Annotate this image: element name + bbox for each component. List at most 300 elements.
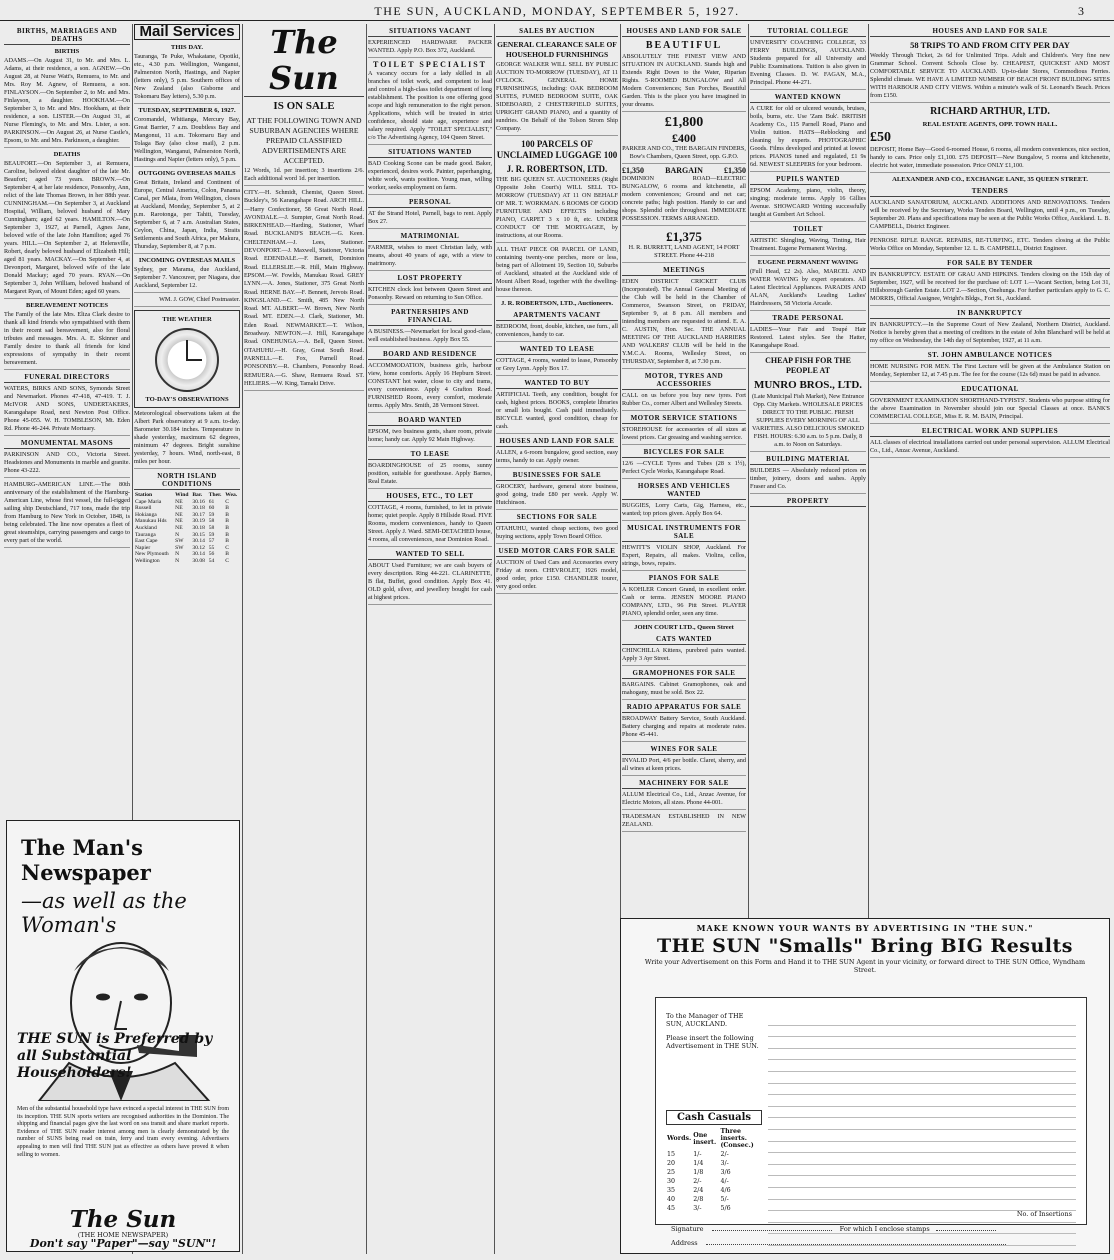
auction3-text: ALL THAT PIECE OR PARCEL OF LAND, containing twenty-one perches, more or less, being part of Allotment 19, Section 10, Suburbs of Auckland, situated at the Auckland side of Mount Albert Road, together with the dwelling-house thereon. <box>496 246 618 297</box>
sections-title: SECTIONS FOR SALE <box>496 513 618 523</box>
sun-logo: The Sun <box>244 24 364 97</box>
deaths-text: BEAUFORT.—On September 3, at Remuera, Caroline, beloved eldest daughter of the late Mr. Beaufort; aged 73 years. BROWN.—On September 4, at her late residence, Ponsonby, Ann, relict of the late Thomas Brown, in her 88th year. CUNNINGHAM.—On September 3, at Auckland Hospital, William, beloved husband of Mary Cunningham; aged 62 years. HAMILTON.—On September 3, 1927, at Parnell, Agnes Jane, beloved wife of the late John Hamilton; aged 76 years. HILL.—On September 2, at Helensville, Robert, dearly beloved husband of Elizabeth Hill; aged 81 years. MACKAY.—On September 4, at Devonport, Margaret, beloved wife of the late Donald Mackay; aged 70 years. RYAN.—On September 3, John William, beloved husband of Margaret Ryan, of Mount Eden; aged 60 years. <box>4 160 130 299</box>
form-instructions: Write your Advertisement on this Form and Hand it to THE SUN Agent in your vicinity, or forward direct to THE SUN Office, Wyndham Street. <box>644 958 1086 974</box>
bargain-text: DOMINION ROAD—ELECTRIC BUNGALOW, 6 rooms and kitchenette, all modern conveniences; Ground and net car; concrete paths; high position. Handy to car and shops. Splendid order throughout. IMMEDIATE POSSESSION. TERMS ARRANGED. <box>622 175 746 226</box>
price-1350-right: £1,350 <box>724 166 746 175</box>
table-row <box>666 1186 762 1195</box>
partnerships-text: A BUSINESS.—Newmarket for local good-class, well established business. Apply Box 55. <box>368 328 492 347</box>
eugene-text: (Full Head, £2 2s). Also, MARCEL AND WATER WAVING by expert operators. All Latest Electrical Appliances. PARADIS AND ALAN, Auckland's Leading Ladies' Hairdressers, 58 Victoria Arcade. <box>750 268 866 311</box>
table-cell: 5/6 <box>720 1205 731 1212</box>
used-cars-text: AUCTION of Used Cars and Accessories every Friday at noon. CHEVROLET, 1926 model, good order, price £150. CHANDLER tourer, very good order. <box>496 559 618 594</box>
ambulance-title: ST. JOHN AMBULANCE NOTICES <box>870 351 1110 361</box>
price-1800: £1,800 <box>664 115 704 130</box>
table-row <box>134 525 240 532</box>
table-row <box>666 1168 762 1177</box>
table-cell: B <box>225 538 229 545</box>
trips-title: 58 TRIPS TO AND FROM CITY PER DAY <box>910 40 1070 50</box>
form-signature-label: Signature <box>671 1225 704 1233</box>
radio-title: RADIO APPARATUS FOR SALE <box>622 703 746 713</box>
fish-text: (Late Municipal Fish Market), New Entrance Opp. City Markets. WHOLESALE PRICES DIRECT TO THE PUBLIC. FRESH SUPPLIES EVERY MORNING OF ALL VARIETIES. ALSO DELICIOUS SMOKED FISH. HOURS: 6.30 a.m. to 5 p.m. Daily, 8 a.m. to Noon on Saturdays. <box>750 393 866 452</box>
table-cell: 35 <box>667 1187 676 1194</box>
form-address-label: Address <box>671 1239 698 1247</box>
in-bankruptcy-text: IN BANKRUPTCY.—In the Supreme Court of New Zealand, Northern District, Auckland. Notice is hereby given that a meeting of creditors in the estate of John Blanchard will be held at my office on Wednesday, the 14th day of September, 1927, at 11 a.m. <box>870 321 1110 348</box>
in-bankruptcy-title: IN BANKRUPTCY <box>870 309 1110 319</box>
table-cell: Manukau Hds <box>135 518 167 525</box>
fish-firm: MUNRO BROS., LTD. <box>753 379 863 391</box>
deposit-400: £400 <box>672 131 696 145</box>
table-cell: 4/- <box>720 1178 729 1185</box>
table-cell: 2/4 <box>693 1187 704 1194</box>
monumental-text: PARKINSON AND CO., Victoria Street. Headstones and Monuments in marble and granite. Phone 43-222. <box>4 451 130 478</box>
masthead-title: THE SUN, AUCKLAND, MONDAY, SEPTEMBER 5, 1927. <box>374 4 740 18</box>
wanted-sell-title: WANTED TO SELL <box>368 550 492 560</box>
bereavement-text: The Family of the late Mrs. Eliza Clark desire to thank all kind friends who sympathised with them in their recent sad bereavement, also for floral tributes and messages. Mrs. A. E. Skinner and Family desire to thank all friends for kind expressions of sympathy in their recent bereavement. <box>4 311 130 370</box>
form-headline: THE SUN "Smalls" Bring BIG Results <box>656 935 1073 957</box>
apartments-title: APARTMENTS VACANT <box>496 311 618 321</box>
barometer-icon <box>155 328 219 392</box>
table-cell: B <box>225 518 229 525</box>
gramophones-text: BARGAINS. Cabinet Gramophones, oak and mahogany, must be sold. Box 22. <box>622 681 746 700</box>
alexander-agent: ALEXANDER AND CO., EXCHANGE LANE, 35 QUEEN STREET. <box>892 176 1088 183</box>
richard-arthur: RICHARD ARTHUR, LTD. <box>930 106 1050 117</box>
apartments-text: BEDROOM, front, double, kitchen, use furn., all conveniences, handy to car. <box>496 323 618 342</box>
trade-text: LADIES—Your Fair and Toupé Hair Restored. Latest styles. See the Hatter, Karangahape Road. <box>750 326 866 353</box>
building-text: BUILDERS — Absolutely reduced prices on timber, joinery, doors and sashes. Apply Fraser and Co. <box>750 467 866 494</box>
electrical-title: ELECTRICAL WORK AND SUPPLIES <box>870 427 1110 437</box>
promo-home-newspaper: (THE HOME NEWSPAPER) <box>77 1231 169 1239</box>
form-make-known: MAKE KNOWN YOUR WANTS BY ADVERTISING IN "THE SUN." <box>696 923 1034 933</box>
wanted-lease-title: WANTED TO LEASE <box>496 345 618 355</box>
mail-services-title: Mail Services <box>134 24 240 40</box>
partnerships-title: PARTNERSHIPS AND FINANCIAL <box>368 308 492 326</box>
deaths-title: DEATHS <box>53 151 81 158</box>
beautiful-text: ABSOLUTELY THE FINEST VIEW AND SITUATION IN AUCKLAND. Stands high and Extends Right Down to the Water, Riparian Rights. 5-ROOMED BUNGALOW and All Modern Conveniences; Sun Porches, Beautiful Garden. This is the place you have imagined in your dreams. <box>622 53 746 112</box>
tyres-title: MOTOR, TYRES AND ACCESSORIES <box>622 372 746 390</box>
situations-wanted-title: SITUATIONS WANTED <box>368 148 492 158</box>
sections-text: OTAHUHU, wanted cheap sections, two good buying sections, apply Town Board Office. <box>496 525 618 544</box>
table-cell: 30.18 <box>192 524 205 531</box>
table-cell: 30.14 <box>192 538 205 545</box>
musical-title: MUSICAL INSTRUMENTS FOR SALE <box>622 524 746 542</box>
table-cell: 30.14 <box>192 551 205 558</box>
luggage-lots: 100 PARCELS OF UNCLAIMED LUGGAGE 100 <box>496 139 618 160</box>
table-row <box>134 551 240 558</box>
promo-body: Men of the substantial household type have evinced a special interest in THE SUN from its inception. THE SUN sports writers are recognised authorities in the Dominion. The shipping and financial pages give the last word on sea transit and share market reports. Evidence of THE SUN reader interest among men is clearly demonstrated by the number of SUNS being read on train, ferry and tram every evening. Advertisers appealing to men will find THE SUN just as effective as others have proved it when selling to women. <box>17 1106 229 1158</box>
table-cell: 5/- <box>720 1196 729 1203</box>
price-1375: £1,375 <box>666 229 702 244</box>
musical-text: HEWITT'S VIOLIN SHOP, Auckland. For Expert, Repairs, all makes. Violins, cellos, strings, bows, repairs. <box>622 544 746 571</box>
tender-sale-title: FOR SALE BY TENDER <box>870 259 1110 269</box>
table-row <box>666 1195 762 1204</box>
to-lease-text: BOARDINGHOUSE of 25 rooms, sunny position, suitable for guesthouse. Apply Barnes, Real Estate. <box>368 462 492 489</box>
form-enclose-label: For which I enclose stamps <box>839 1225 930 1233</box>
table-cell: NE <box>175 511 183 518</box>
pianos-text: A KOHLER Concert Grand, in excellent order. Cash or terms. JENSEN MOORE PIANO COMPANY, LTD., 96 Pitt Street. PLAYER PIANO, splendid order, seen any time. <box>622 586 746 621</box>
column-rule <box>366 24 367 1254</box>
table-cell: 45 <box>667 1205 676 1212</box>
wanted-buy-title: WANTED TO BUY <box>496 379 618 389</box>
building-title: BUILDING MATERIAL <box>750 455 866 465</box>
agent-parker: PARKER AND CO., THE BARGAIN FINDERS, Bow's Chambers, Queen Street, opp. G.P.O. <box>622 145 746 164</box>
column-rule <box>242 24 243 1254</box>
incoming-title: INCOMING OVERSEAS MAILS <box>138 257 236 264</box>
to-lease-title: TO LEASE <box>368 450 492 460</box>
table-row <box>666 1204 762 1213</box>
tyres-text: CALL on us before you buy new tyres. Fort Rubber Co., corner Albert and Wellesley Streets. <box>622 392 746 411</box>
beautiful-title: BEAUTIFUL <box>645 40 723 51</box>
pupils-title: PUPILS WANTED <box>750 175 866 185</box>
table-cell: 3/6 <box>720 1169 731 1176</box>
tradesman-text: TRADESMAN ESTABLISHED IN NEW ZEALAND. <box>622 813 746 832</box>
barometer-hand <box>186 359 202 361</box>
table-row <box>134 538 240 545</box>
educational-text: GOVERNMENT EXAMINATION SHORTHAND-TYPISTS'. Students who purpose sitting for the above Examination in November should join our Special Classes at once. BANK'S COMMERCIAL COLLEGE, Miss E. R. M. BAIN, Principal. <box>870 397 1110 424</box>
form-stamps-field[interactable] <box>936 1230 996 1231</box>
table-header-cell: Wind <box>175 492 189 498</box>
table-cell: 30.18 <box>192 505 205 512</box>
form-address-field[interactable] <box>706 1244 1006 1245</box>
column-sun-agencies <box>244 24 364 1252</box>
births-title: BIRTHS <box>54 48 80 55</box>
meetings-title: MEETINGS <box>622 266 746 276</box>
houses-text: COTTAGE, 4 rooms, furnished, to let in private home; quiet people. Apply 8 Hillside Road. FIVE Rooms, modern conveniences, handy to Queen Street. Apply J. Ward. SEMI-DETACHED house, 4 rooms, all conveniences, near Dominion Road. <box>368 504 492 547</box>
table-row <box>134 512 240 519</box>
lost-title: LOST PROPERTY <box>368 274 492 284</box>
form-signature-row <box>671 1225 996 1233</box>
incoming-text: Sydney, per Marama, due Auckland, September 7. Vancouver, per Niagara, due Auckland, September 12. <box>134 266 240 293</box>
tutorial-title: TUTORIAL COLLEGE <box>750 27 866 37</box>
form-signature-field[interactable] <box>712 1230 832 1231</box>
table-cell: 3/- <box>693 1205 702 1212</box>
promo-sun-logo: The Sun <box>69 1206 177 1233</box>
table-cell: Wellington <box>135 557 160 564</box>
form-to-manager: To the Manager of THE SUN, AUCKLAND. <box>666 1012 744 1028</box>
hsale-title: HOUSES AND LAND FOR SALE <box>496 437 618 447</box>
business-text: GROCERY, hardware, general store business, good going, trade £80 per week. Apply W. Hutchinson. <box>496 483 618 510</box>
wines-title: WINES FOR SALE <box>622 745 746 755</box>
promo-subheadline: —as well as the Woman's <box>21 889 187 937</box>
table-cell: 2/- <box>693 1178 702 1185</box>
weather-caption: TO-DAY'S OBSERVATIONS <box>145 396 229 403</box>
table-cell: 40 <box>667 1196 676 1203</box>
electrical-text: ALL classes of electrical installations carried out under personal supervision. ALLUM Electrical Co., Ltd., Anzac Avenue, Auckland. <box>870 439 1110 458</box>
stations-table <box>134 492 240 565</box>
promo-slogan: Don't say "Paper"—say "SUN"! <box>29 1237 217 1250</box>
table-cell: Russell <box>135 505 152 512</box>
table-header-cell: One insert. <box>693 1131 717 1146</box>
hamburg-text: HAMBURG-AMERICAN LINE.—The 80th anniversary of the establishment of the Hamburg-American Line, whose first vessel, the full-rigged sailing ship Deutschland, 717 tons, made the trip from Hamburg to New York in October, 1848, is being celebrated. The line now operates a fleet of great steamships, carrying passengers and cargo to every part of the world. <box>4 481 130 548</box>
board-title: BOARD AND RESIDENCE <box>368 350 492 360</box>
deposit-price: £50 <box>870 130 891 145</box>
table-cell: 15 <box>667 1151 676 1158</box>
table-cell: NE <box>175 524 183 531</box>
matrimonial-text: FARMER, wishes to meet Christian lady, with means, about 40 years of age, with a view to matrimony. <box>368 244 492 271</box>
table-cell: 30.16 <box>192 498 205 505</box>
rates-text: 12 Words, 1d. per insertion; 3 insertions 2/6. Each additional word 1d. per insertion. <box>244 167 364 186</box>
hsale-text: ALLEN, a 6-room bungalow, good section, easy terms, handy to car. Apply owner. <box>496 449 618 468</box>
table-cell: 58 <box>208 518 215 525</box>
table-cell: 30 <box>667 1178 676 1185</box>
cash-casuals-title: Cash Casuals <box>666 1110 762 1125</box>
table-cell: Cape Maria <box>135 498 162 505</box>
cash-casuals-box <box>666 1110 762 1213</box>
toilet-text: ARTISTIC Shingling, Waving, Tinting, Hair Treatment. Eugene Permanent Waving. <box>750 237 866 256</box>
auction1-title: GENERAL CLEARANCE SALE OF HOUSEHOLD FURNISHINGS <box>497 40 617 59</box>
machinery-title: MACHINERY FOR SALE <box>622 779 746 789</box>
personal-title: PERSONAL <box>368 198 492 208</box>
table-cell: NE <box>175 505 183 512</box>
table-cell: 2/- <box>720 1151 729 1158</box>
sv-toilet: A vacancy occurs for a lady skilled in all branches of toilet work, and competent to lead and control a high-class toilet department of long establishment. The position is one offering good scope and high remuneration to the right person. Applications, which will be treated in strict confidence, should state age, experience and salary required. Apply "TOILET SPECIALIST," c/o The Advertising Agency, 104 Queen Street. <box>368 70 492 145</box>
column-situations <box>368 24 492 1252</box>
service-stations-text: STOREHOUSE for accessories of all sizes at lowest prices. Car greasing and washing service. <box>622 426 746 445</box>
table-cell: SW <box>175 538 184 545</box>
richard-arthur-sub: REAL ESTATE AGENTS, OPP. TOWN HALL. <box>922 121 1058 128</box>
this-day: THIS DAY. <box>170 44 204 51</box>
fish-title: CHEAP FISH FOR THE PEOPLE AT <box>765 356 851 375</box>
table-cell: 61 <box>208 498 215 505</box>
table-cell: 2/8 <box>693 1196 704 1203</box>
funeral-title: FUNERAL DIRECTORS <box>4 373 130 383</box>
table-cell: 4/6 <box>720 1187 731 1194</box>
wines-text: INVALID Port, 4/6 per bottle. Claret, sherry, and all wines at keen prices. <box>622 757 746 776</box>
horses-title: HORSES AND VEHICLES WANTED <box>622 482 746 500</box>
form-address-row <box>671 1239 1006 1247</box>
table-cell: 1/4 <box>693 1160 704 1167</box>
table-cell: N <box>175 531 180 538</box>
horses-text: BUGGIES, Lorry Carts, Gig, Harness, etc., wanted; top prices given. Apply Box 64. <box>622 502 746 521</box>
tenders-title: TENDERS <box>870 187 1110 197</box>
auction2-title: J. R. ROBERTSON, LTD. <box>506 164 608 174</box>
promo-preferred: THE SUN is Preferred by all Substantial Householders! <box>17 1031 213 1081</box>
educational-title: EDUCATIONAL <box>870 385 1110 395</box>
service-stations-title: MOTOR SERVICE STATIONS <box>622 414 746 424</box>
table-cell: SW <box>175 544 184 551</box>
tutorial-text: UNIVERSITY COACHING COLLEGE, 33 FERRY BUILDINGS, AUCKLAND. Students prepared for all University and Public Examinations. Tuition is also given in Evening Classes. D. W. FAGAN, M.A., Principal. Phone 44-271. <box>750 39 866 90</box>
cash-casuals-header <box>666 1127 762 1150</box>
table-row <box>134 499 240 506</box>
table-row <box>134 532 240 539</box>
wanted-buy-text: ARTIFICIAL Teeth, any condition, bought for cash, highest prices. BOOKS, complete libraries or small lots bought. Cash paid immediately. BICYCLE wanted, good condition, cheap for cash. <box>496 391 618 434</box>
pianos-title: PIANOS FOR SALE <box>622 574 746 584</box>
houses-land-title-right: HOUSES AND LAND FOR SALE <box>870 27 1110 37</box>
houses-title: HOUSES, ETC., TO LET <box>368 492 492 502</box>
table-cell: 57 <box>208 538 215 545</box>
table-cell: B <box>225 531 229 538</box>
outgoing-title: OUTGOING OVERSEAS MAILS <box>138 170 236 177</box>
table-cell: Hokianga <box>135 511 157 518</box>
bicycles-title: BICYCLES FOR SALE <box>622 448 746 458</box>
table-cell: C <box>225 498 229 505</box>
wanted-lease-text: COTTAGE, 4 rooms, wanted to lease, Ponsonby or Grey Lynn. Apply Box 17. <box>496 357 618 376</box>
tuesday-text: Coromandel, Whitianga, Mercury Bay, Great Barrier, 7 a.m. Doubtless Bay and Mangonui, 11 a.m. Tokomaru Bay and Tolaga Bay (also close mail), 2 p.m. Wellington, Wanganui, Palmerston North, Hastings and Napier (letters only), 5 p.m. <box>134 116 240 167</box>
bereavement-title: BEREAVEMENT NOTICES <box>25 302 109 309</box>
barometer-hand <box>186 340 188 360</box>
personal-text: AT the Strand Hotel, Parnell, bags to rent. Apply Box 27. <box>368 210 492 229</box>
board-wanted-title: BOARD WANTED <box>368 416 492 426</box>
tuesday: TUESDAY, SEPTEMBER 6, 1927. <box>138 107 236 114</box>
on-sale-title: IS ON SALE <box>273 100 335 112</box>
table-cell: 59 <box>208 511 215 518</box>
property-title: PROPERTY <box>750 497 866 507</box>
weather-title: THE WEATHER <box>162 316 212 323</box>
stations-title: NORTH ISLAND CONDITIONS <box>134 472 240 490</box>
column-rule <box>494 24 495 1254</box>
board-text: ACCOMMODATION, business girls, harbour view, home comforts. Apply 16 Hepburn Street. CONSTANT hot water, close to city and trams, every convenience. Apply 4 Grafton Road. FURNISHED Room, every comfort, moderate terms. Apply Mrs. Smith, 28 Vermont Street. <box>368 362 492 413</box>
table-cell: N <box>175 551 180 558</box>
table-row <box>134 518 240 525</box>
table-cell: 25 <box>667 1169 676 1176</box>
auction2-text: THE BIG QUEEN ST. AUCTIONEERS (Right Opposite John Court's) WILL SELL TO-MORROW (TUESDAY) AT 11 ON BEHALF OF MR. T. WORKMAN. 6 ROOMS OF GOOD FURNITURE AND EFFECTS including PIANO, CARPET 3 x 10 ft, etc. UNDER CONDUCT OF THE MORTGAGEE, by instructions, at our Rooms. <box>496 176 618 243</box>
table-cell: 58 <box>208 524 215 531</box>
page-number: 3 <box>1078 4 1084 18</box>
meetings-text: EDEN DISTRICT CRICKET CLUB (Incorporated). The Annual General Meeting of the Club will be held in the Chamber of Commerce, Swanson Street, on FRIDAY, September 9, at 8 p.m. All members and intending members are requested to attend. E. A. C. AUSTIN, Hon. Sec. THE ANNUAL MEETING OF THE AUCKLAND HARRIERS AND WALKERS' CLUB will be held in the Y.M.C.A. Rooms, Wellesley Street, on THURSDAY, September 8, at 7.30 p.m. <box>622 278 746 369</box>
wanted-sell-text: ABOUT Used Furniture; we are cash buyers of every description. Ring 44-221. CLARINETTE, B flat, Buffet, good condition. Apply Box 41. OLD gold, silver, and jewellery bought for cash at highest prices. <box>368 562 492 605</box>
table-header-cell: Bar. <box>192 492 203 498</box>
table-cell: B <box>225 511 229 518</box>
masthead <box>0 4 1114 21</box>
funeral-text: WATERS, BIRKS AND SONS, Symonds Street and Newmarket. Phones 47-418, 47-419. T. J. McIVOR AND SONS, UNDERTAKERS, Karangahape Road, next Newton Post Office. Phone 45-055. W. H. TOMBLESON, Mt. Eden Rd. Phone 46-244. Private Mortuary. <box>4 385 130 436</box>
table-cell: NE <box>175 498 183 505</box>
radio-text: BROADWAY Battery Service, South Auckland. Battery charging and repairs at moderate rates. Phone 45-441. <box>622 715 746 742</box>
form-insertions: No. of Insertions <box>1016 1210 1072 1218</box>
postmaster-signature: WM. J. GOW, Chief Postmaster. <box>134 296 240 307</box>
table-cell: 1/8 <box>693 1169 704 1176</box>
trade-title: TRADE PERSONAL <box>750 314 866 324</box>
auction4-title: J. R. ROBERTSON, LTD., Auctioneers. <box>501 300 613 307</box>
table-cell: B <box>225 551 229 558</box>
table-header-cell: Three inserts. (Consec.) <box>720 1128 754 1149</box>
table-row <box>134 545 240 552</box>
table-row <box>134 505 240 512</box>
table-cell: Tauranga <box>135 531 156 538</box>
monumental-title: MONUMENTAL MASONS <box>4 439 130 449</box>
weather-box <box>134 310 240 408</box>
matrimonial-title: MATRIMONIAL <box>368 232 492 242</box>
trips-text: Weekly Through Ticket, 2s 6d for Unlimited Trips. Adult and Children's. Very fine new Grammar School. Convent Schools Close by. CHEAPEST, QUICKEST AND MOST COMFORTABLE SERVICE TO AUCKLAND. Up-to-date Stores, Commodious Ferries. Splendid climate. WE HAVE A LIMITED NUMBER OF BEACH FRONT BUILDING SITES WITH HARBOUR AND CITY VIEWS. Within a minute's walk of St. Leonard's Beach. Prices from £150. <box>870 52 1110 103</box>
tenders-text: AUCKLAND SANATORIUM, AUCKLAND. ADDITIONS AND RENOVATIONS. Tenders will be received by the Secretary, Works Tenders Board, Wellington, until 4 p.m., on Tuesday, September 20. Plans and specifications may be seen at the Public Works Office, Auckland. L. B. CAMPBELL, District Engineer. <box>870 199 1110 234</box>
table-cell: 60 <box>208 505 215 512</box>
table-cell: 59 <box>208 531 215 538</box>
agent-burrett: H. R. BURRETT, LAND AGENT, 14 FORT STREET. Phone 44-218 <box>622 244 746 263</box>
cats-text: CHINCHILLA Kittens, purebred pairs wanted. Apply 3 Ayr Street. <box>622 647 746 666</box>
table-header-cell: Words. <box>667 1135 692 1142</box>
table-cell: 3/- <box>720 1160 729 1167</box>
table-cell: 20 <box>667 1160 676 1167</box>
penrose-text: PENROSE RIFLE RANGE. REPAIRS, RE-TURFING, ETC. Tenders closing at the Public Works Office on Monday, September 12. L. B. CAMPBELL, District Engineer. <box>870 237 1110 256</box>
table-cell: Auckland <box>135 524 157 531</box>
table-cell: 30.08 <box>192 557 205 564</box>
table-header-cell: Station <box>135 492 153 498</box>
column-houses <box>622 24 746 914</box>
eugene-title: EUGENE PERMANENT WAVING <box>757 259 859 266</box>
table-cell: 55 <box>208 544 215 551</box>
table-cell: C <box>225 557 229 564</box>
form-inner-box <box>655 997 1087 1225</box>
wanted-known-title: WANTED KNOWN <box>750 93 866 103</box>
table-cell: 54 <box>208 557 215 564</box>
board-wanted-text: EPSOM, two business gents, share room, private home; handy car. Apply 92 Main Highway. <box>368 428 492 447</box>
table-cell: 56 <box>208 551 215 558</box>
births-text: ADAMS.—On August 31, to Mr. and Mrs. L. Adams, at their residence, a son. AGNEW.—On August 28, at Nurse Watt's, Remuera, to Mr. and Mrs. Roy M. Agnew, of Remuera, a son. FINLAYSON.—On September 2, to Mr. and Mrs. Finlayson, a daughter. HOOKHAM.—On September 3, to Mr. and Mrs. Hookham, at their residence, a son. LISTER.—On August 31, at Nurse Fleming's, to Mr. and Mrs. Lister, a son. PARKINSON.—On August 26, at Nurse Castle's, Epsom, to Mr. and Mrs. Parkinson, a daughter. <box>4 57 130 148</box>
situations-vacant-title: SITUATIONS VACANT <box>368 27 492 37</box>
cats-title: CATS WANTED <box>622 635 746 645</box>
auction-title: SALES BY AUCTION <box>496 27 618 37</box>
sv-hardware: EXPERIENCED HARDWARE PACKER WANTED. Apply P.O. Box 372, Auckland. <box>368 39 492 58</box>
column-tutorial <box>750 24 866 914</box>
table-cell: 30.12 <box>192 544 205 551</box>
agencies-list: CITY.—H. Schmidt, Chemist, Queen Street. Buckley's, 56 Karangahape Road. ARCH HILL.—Harry Confectioner, 58 Great North Road. AVONDALE.—J. Sumpter, Great North Road. BIRKENHEAD.—Harding, Stationer, Wharf Road. BUCKLAND'S BEACH.—G. Keen. CHELTENHAM.—J. Lees, Stationer. DEVONPORT.—J. Maxwell, Stationer, Victoria Road. EDENDALE.—F. Barnett, Dominion Road. ELLERSLIE.—R. Hill, Main Highway. EPSOM.—W. Fowlds, Manukau Road. GREY LYNN.—A. Jones, Stationer, 375 Great North Road. HERNE BAY.—F. Bennett, Jervois Road. KINGSLAND.—C. Smith, 485 New North Road. MT. ALBERT.—W. Brown, New North Road. MT. EDEN.—J. Clark, Stationer, Mt. Eden Road. NEWMARKET.—T. Wilson, Broadway. NEWTON.—J. Hill, Karangahape Road. ONEHUNGA.—A. Bell, Queen Street. OTAHUHU.—H. Gray, Great South Road. PARNELL.—E. Fox, Parnell Road. PONSONBY.—R. Chambers, Ponsonby Road. REMUERA.—G. Shaw, Remuera Road. ST. HELIERS.—W. King, Tamaki Drive. <box>244 189 364 391</box>
toilet-title: TOILET <box>750 225 866 235</box>
form-address-block <box>666 1012 762 1050</box>
this-day-text: Tauranga, Te Puke, Whakatane, Opotiki, etc., 4.30 p.m. Wellington, Wanganui, Palmerston North, Hastings, and Napier (letters only), 5 p.m. Southern offices of New Zealand (also Gisborne and Tokomaru Bay letters), 5.30 p.m. <box>134 53 240 104</box>
table-row <box>134 558 240 565</box>
table-cell: New Plymouth <box>135 551 169 558</box>
mans-newspaper-ad <box>6 820 240 1252</box>
column-property <box>870 24 1110 914</box>
on-sale-text: AT THE FOLLOWING TOWN AND SUBURBAN AGENCIES WHERE PREPAID CLASSIFIED ADVERTISEMENTS ARE ACCEPTED. <box>246 116 362 165</box>
houses-land-title: HOUSES AND LAND FOR SALE <box>622 27 746 37</box>
pupils-text: EPSOM Academy, piano, violin, theory, singing; moderate terms. Apply 16 Gillies Avenue. SHOWCARD Writing successfully taught at Gumbert Art School. <box>750 187 866 222</box>
table-cell: NE <box>175 518 183 525</box>
table-row <box>666 1150 762 1159</box>
bargain-title: BARGAIN <box>665 166 703 175</box>
table-cell: Napier <box>135 544 151 551</box>
table-cell: C <box>225 544 229 551</box>
price-1350-left: £1,350 <box>622 166 644 175</box>
table-cell: 30.17 <box>192 511 205 518</box>
table-header-cell: Ther. <box>208 492 222 498</box>
lost-text: KITCHEN clock lost between Queen Street and Ponsonby. Reward on returning to Sun Office. <box>368 286 492 305</box>
table-cell: 30.15 <box>192 531 205 538</box>
table-cell: B <box>225 505 229 512</box>
promo-headline: The Man's Newspaper <box>21 835 151 885</box>
deposit-text: DEPOSIT, Home Bay—Good 6-roomed House, 6 rooms, all modern conveniences, nice section, handy to cars. Price only £1,100. £75 DEPOSIT—New Bungalow, 5 rooms and kitchenette, electric hot water, immediate possession. Price ONLY £1,100. <box>870 146 1110 173</box>
used-cars-title: USED MOTOR CARS FOR SALE <box>496 547 618 557</box>
auction1-text: GEORGE WALKER WILL SELL BY PUBLIC AUCTION TO-MORROW (TUESDAY), AT 11 O'CLOCK. GENERAL HOME FURNISHINGS, including: OAK BEDROOM SUITES, FUMED BEDROOM SUITE, OAK SIDEBOARD, 2 CHESTERFIELD SUITES, UPRIGHT GRAND PIANO, and a quantity of sundries. On Behalf of the Tolson Strom Ship Company. <box>496 61 618 136</box>
bargain-row <box>622 167 746 175</box>
table-cell: 30.19 <box>192 518 205 525</box>
table-row <box>666 1159 762 1168</box>
outgoing-text: Great Britain, Ireland and Continent of Europe, Central America, Colon, Panama Canal, per Mlata, from Wellington, closes at Auckland, Monday, September 5, at 2 p.m. Rarotonga, per Tahiti, Tuesday, September 6, at 7 a.m. Australian States, Ceylon, China, Japan, India, Straits Settlements and South Africa, per Makura, Thursday, September 8, at 7 p.m. <box>134 179 240 254</box>
business-title: BUSINESSES FOR SALE <box>496 471 618 481</box>
table-row <box>666 1177 762 1186</box>
bicycles-text: 12/6 —CYCLE Tyres and Tubes (28 x 1½), Perfect Cycle Works, Karangahape Road. <box>622 460 746 479</box>
column-mail <box>134 24 240 814</box>
agent-court: JOHN COURT LTD., Queen Street <box>634 624 734 631</box>
gramophones-title: GRAMOPHONES FOR SALE <box>622 669 746 679</box>
machinery-text: ALLUM Electrical Co., Ltd., Anzac Avenue, for Electric Motors, all sizes. Phone 44-001. <box>622 791 746 810</box>
sw-text: BAD Cooking Scone can be made good. Baker, experienced, desires work. Painter, paperhanging, white work, wants position. Young man, willing worker, seeks employment on farm. <box>368 160 492 195</box>
notices-header: BIRTHS, MARRIAGES AND DEATHS <box>4 27 130 45</box>
stations-table-header <box>134 492 240 499</box>
column-auctions <box>496 24 618 1252</box>
wanted-known-text: A CURE for old or ulcered wounds, bruises, boils, burns, etc. Use 'Zam Buk'. BRITISH Academy Co., 115 Parnell Road, Piano and Violin tuition. HATS—Reblocking and cleaning by experts. PHOTOGRAPHIC Goods. Films developed and printed at lowest prices. PIANOS tuned and regulated, £1 9s 6d. NEWEST SLEEPERS for your bedroom. <box>750 105 866 172</box>
cash-casuals-body <box>666 1150 762 1213</box>
smalls-order-form <box>620 918 1110 1254</box>
table-cell: N <box>175 557 180 564</box>
table-header-cell: Wea. <box>225 492 238 498</box>
table-cell: B <box>225 524 229 531</box>
form-insert-note: Please insert the following Advertisement in THE SUN. <box>666 1034 759 1050</box>
table-cell: 1/- <box>693 1151 702 1158</box>
table-cell: East Cape <box>135 538 158 545</box>
stations-table-body <box>134 499 240 565</box>
sv-toilet-title: TOILET SPECIALIST <box>373 60 487 69</box>
cash-casuals-table <box>666 1127 762 1213</box>
weather-text: Meteorological observations taken at the Albert Park observatory at 9 a.m. to-day. Barometer 30.184 inches. Temperature in shade yesterday, maximum 62 degrees, minimum 47 degrees. Bright sunshine yesterday, 7 hours. Wind, north-east, 8 miles per hour. <box>134 410 240 469</box>
column-notices <box>4 24 130 814</box>
